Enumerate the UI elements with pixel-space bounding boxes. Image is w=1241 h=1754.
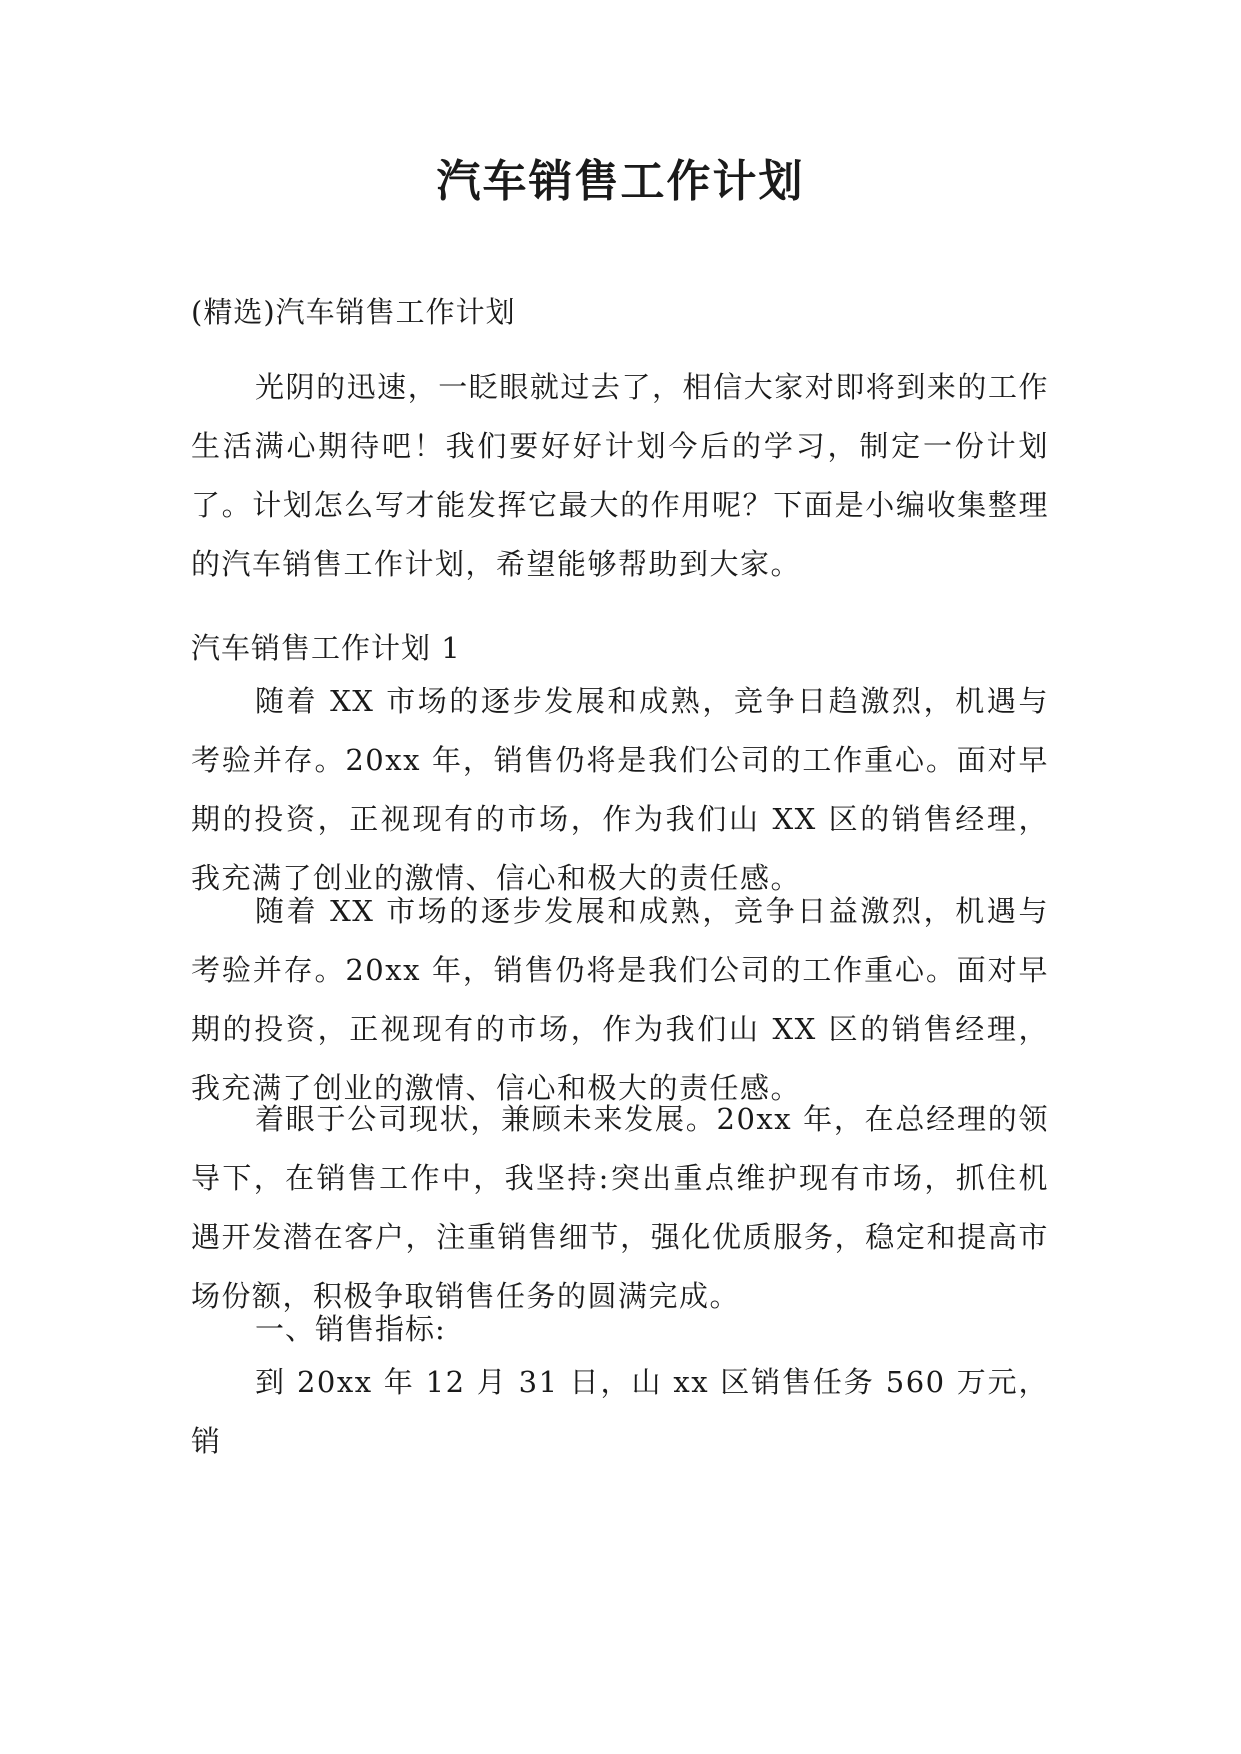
paragraph-1: 随着 XX 市场的逐步发展和成熟，竞争日趋激烈，机遇与考验并存。20xx 年，销售仍将是我们公司的工作重心。面对早期的投资，正视现有的市场，作为我们山 XX 区的销售经理，我充满了创业的激情、信心和极大的责任感。 [191,684,1049,895]
paragraph-3: 着眼于公司现状，兼顾未来发展。20xx 年，在总经理的领导下，在销售工作中，我坚持:突出重点维护现有市场，抓住机遇开发潜在客户，注重销售细节，强化优质服务，稳定和提高市场份额，积极争取销售任务的圆满完成。 [191,1102,1049,1313]
document-title: 汽车销售工作计划 [436,156,805,207]
document-subtitle: (精选)汽车销售工作计划 [191,295,516,329]
intro-paragraph: 光阴的迅速，一眨眼就过去了，相信大家对即将到来的工作生活满心期待吧！我们要好好计划今后的学习，制定一份计划了。计划怎么写才能发挥它最大的作用呢？下面是小编收集整理的汽车销售工作计划，希望能够帮助到大家。 [191,370,1049,581]
section-heading: 汽车销售工作计划 1 [191,631,461,665]
paragraph-2: 随着 XX 市场的逐步发展和成熟，竞争日益激烈，机遇与考验并存。20xx 年，销售仍将是我们公司的工作重心。面对早期的投资，正视现有的市场，作为我们山 XX 区的销售经理，我充满了创业的激情、信心和极大的责任感。 [191,894,1049,1105]
paragraph-4: 到 20xx 年 12 月 31 日，山 xx 区销售任务 560 万元，销 [191,1365,1049,1458]
list-heading: 一、销售指标: [255,1312,446,1346]
